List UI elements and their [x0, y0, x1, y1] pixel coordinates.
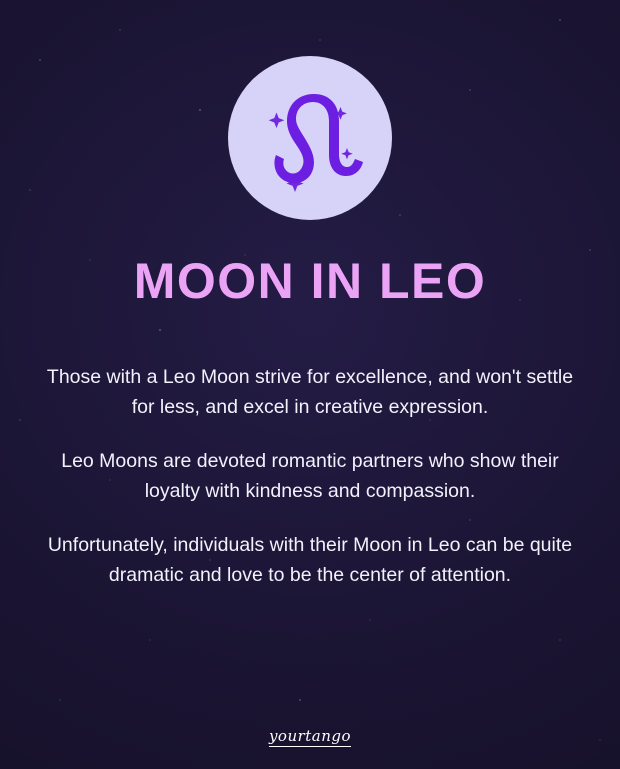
description-paragraph: Unfortunately, individuals with their Moon in Leo can be quite dramatic and love to be the center of attention.: [47, 534, 573, 586]
description-paragraph: Those with a Leo Moon strive for excellence, and won't settle for less, and excel in creative expression.: [46, 366, 574, 418]
page-title: MOON IN LEO: [133, 253, 487, 309]
description-block: [0, 362, 620, 590]
brand-logo: [0, 727, 620, 747]
leo-zodiac-glyph-icon: [235, 63, 385, 213]
description-paragraph: Leo Moons are devoted romantic partners who show their loyalty with kindness and compassion.: [61, 450, 559, 502]
zodiac-badge: [228, 56, 392, 220]
brand-logo-text: yourtango: [268, 727, 352, 745]
